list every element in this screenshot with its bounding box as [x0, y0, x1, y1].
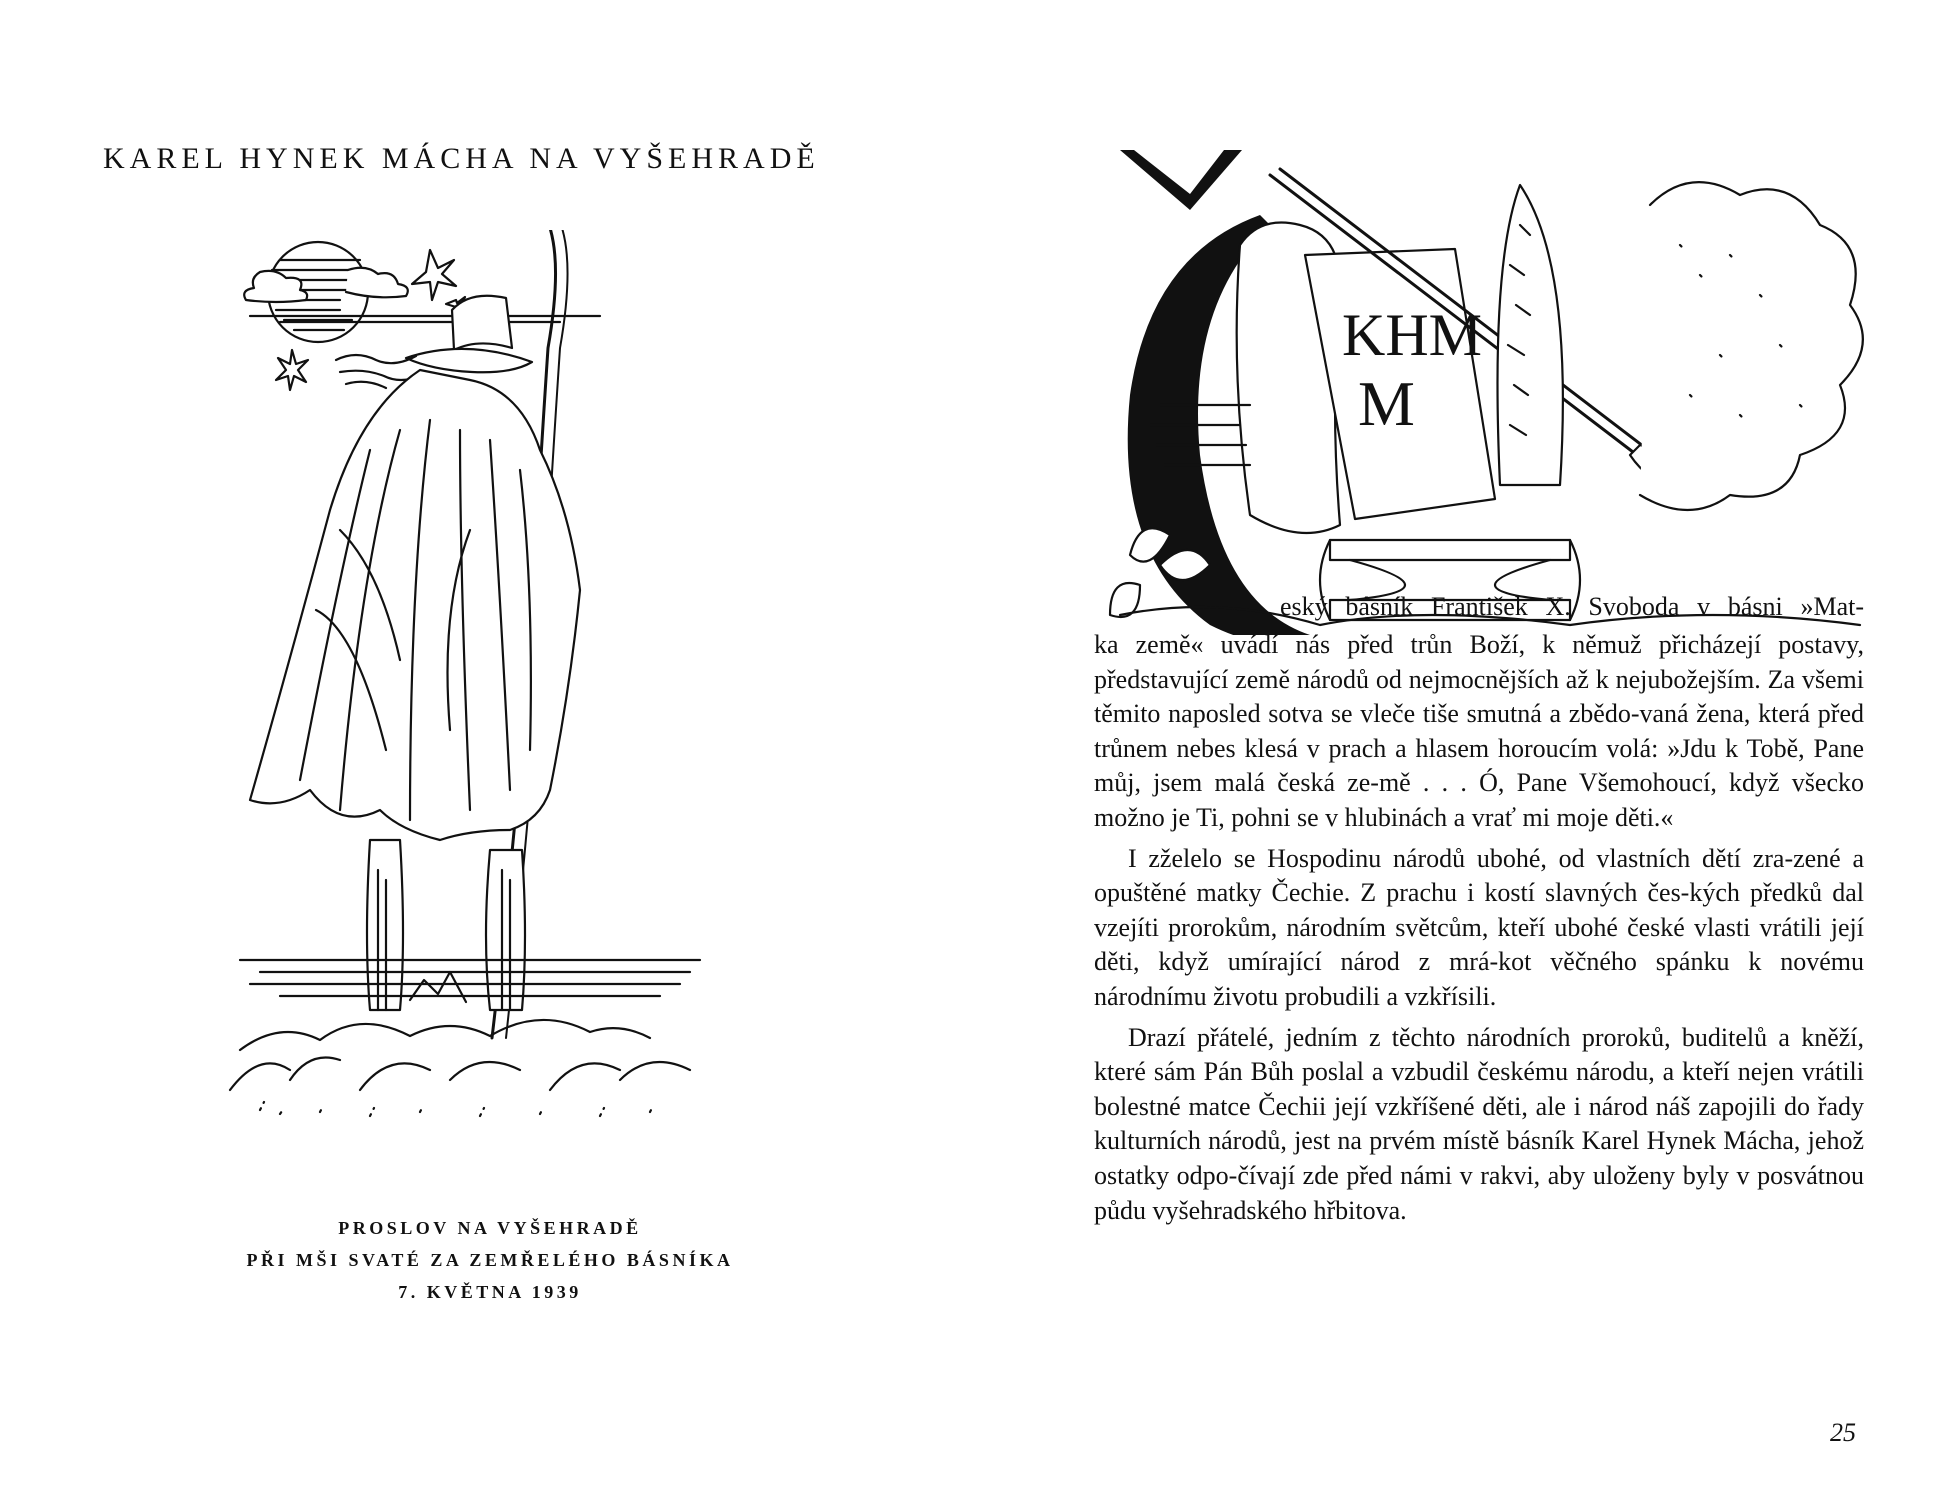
- monogram-bottom: M: [1358, 368, 1415, 439]
- caption-line: 7. KVĚTNA 1939: [398, 1282, 582, 1302]
- page-number: 25: [1830, 1418, 1856, 1447]
- body-text: [1094, 628, 1864, 1228]
- caption-line: PROSLOV NA VYŠEHRADĚ: [338, 1218, 642, 1238]
- decorative-initial: [1080, 145, 1870, 635]
- cloaked-wanderer-illustration: [220, 230, 720, 1160]
- paragraph: Drazí přátelé, jedním z těchto národních proroků, buditelů a kněží, které sám Pán Bůh poslal a vzbudil českému národu, a kteří nejen vrátili bolestné matce Čechii její vzkříšené děti, ale i národ náš zapojili do řady kulturních národů, jest na prvém místě básník Karel Hynek Mácha, jehož ostatky odpo-čívají zde před námi v rakvi, aby uloženy byly v posvátnou půdu vyšehradského hřbitova.: [1094, 1022, 1864, 1225]
- caption-line: PŘI MŠI SVATÉ ZA ZEMŘELÉHO BÁSNÍKA: [246, 1250, 734, 1270]
- paragraph: I zželelo se Hospodinu národů ubohé, od vlastních dětí zra-zené a opuštěné matky Čechie. Z prachu i kostí slavných čes-kých předků dal vzejíti prorokům, národním světcům, kteří ubohé české vlasti vrátili její děti, když umírající národ z mrá-kot věčného spánku k novému národnímu životu probudili a vzkřísili.: [1094, 843, 1864, 1011]
- chapter-title: KAREL HYNEK MÁCHA NA VYŠEHRADĚ: [103, 142, 820, 175]
- monogram-top: KHM: [1342, 302, 1483, 368]
- caption: [200, 1212, 780, 1308]
- first-line: eský básník František X. Svoboda v básni »Mat-: [1280, 592, 1864, 621]
- paragraph: ka země« uvádí nás před trůn Boží, k němuž přicházejí postavy, představující země národů od nejmocnějších až k nejubožejším. Za všemi těmito naposled sotva se vleče tiše smutná a zbědo-vaná žena, která před trůnem nebes klesá v prach a hlasem horoucím volá: »Jdu k Tobě, Pane můj, jsem malá česká ze-mě . . . Ó, Pane Všemohoucí, když všecko možno je Ti, pohni se v hlubinách a vrať mi moje děti.«: [1094, 630, 1864, 832]
